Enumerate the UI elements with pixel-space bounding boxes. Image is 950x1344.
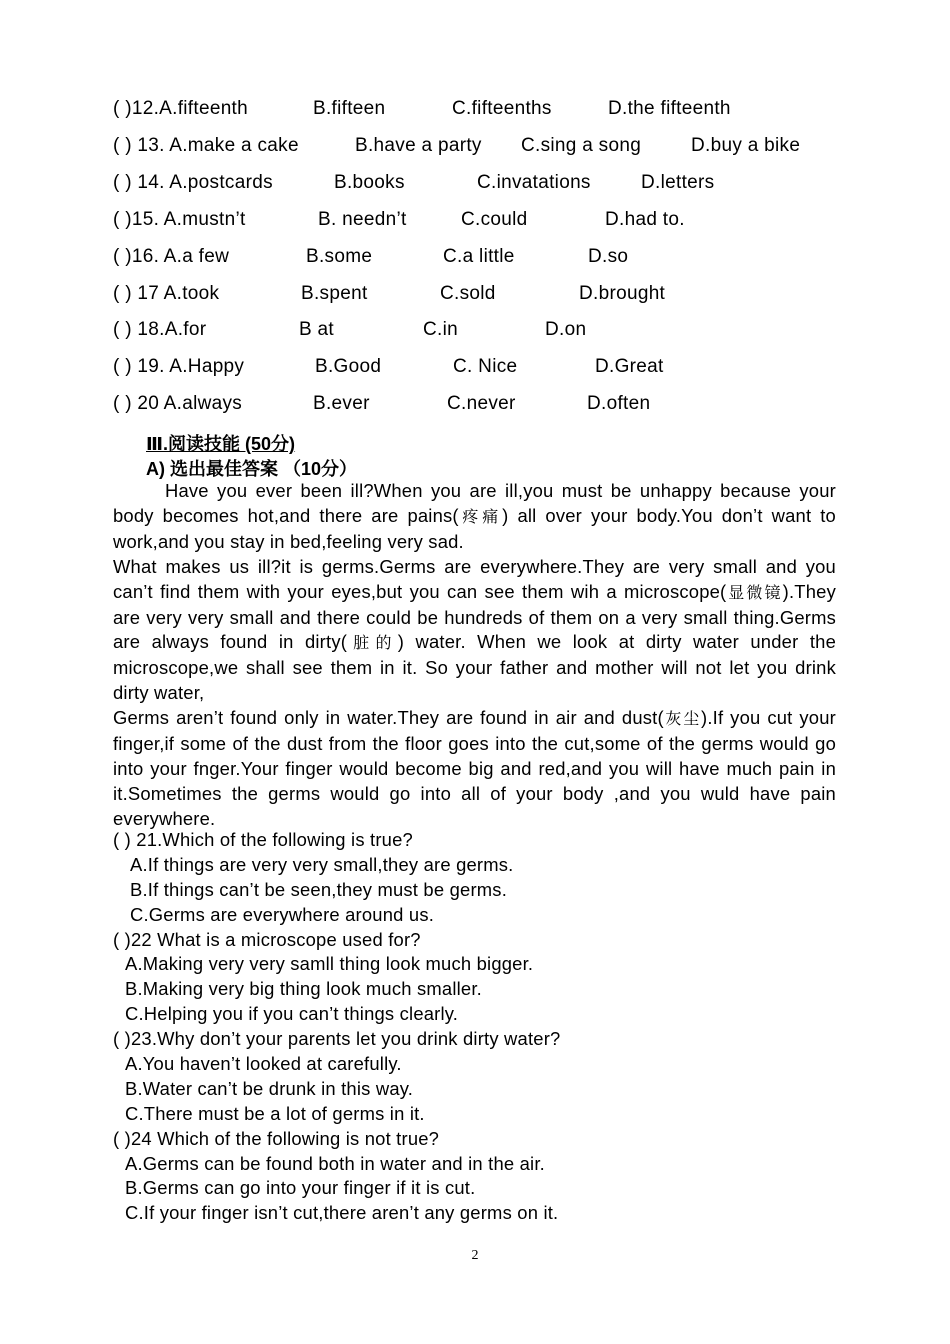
question-option: C.There must be a lot of germs in it. xyxy=(125,1102,425,1124)
choice-question: ( )16. A.a few xyxy=(113,246,230,267)
question-option: B.Making very big thing look much smaller. xyxy=(125,978,482,1000)
choice-option-b: B.some xyxy=(306,246,373,267)
choice-option-b: B.Good xyxy=(315,356,382,377)
passage-text: ) all over your body.You don’t want to work,and you stay in bed,feeling very sad. xyxy=(113,504,836,552)
question-option: A.Germs can be found both in water and in the air. xyxy=(125,1152,545,1174)
choice-option-c: C.sing a song xyxy=(521,135,642,156)
choice-option-d: D.the fifteenth xyxy=(608,98,731,119)
question-option: B.Germs can go into your finger if it is cut. xyxy=(125,1177,476,1199)
choice-question: ( ) 20 A.always xyxy=(113,393,243,414)
question-list xyxy=(113,828,560,1226)
choice-option-c: C.invatations xyxy=(477,172,591,193)
choice-option-d: D.had to. xyxy=(605,209,685,230)
choice-option-d: D.buy a bike xyxy=(691,135,801,156)
passage-paragraph-2 xyxy=(113,555,836,706)
choice-option-d: D.so xyxy=(588,246,629,267)
section-heading: Ⅲ.阅读技能 (50分) xyxy=(146,434,296,454)
question-option: A.You haven’t looked at carefully. xyxy=(125,1053,402,1075)
question-option: C.If your finger isn’t cut,there aren’t any germs on it. xyxy=(125,1202,559,1224)
choice-question: ( ) 17 A.took xyxy=(113,283,220,304)
passage-gloss: 脏的 xyxy=(347,633,398,653)
choice-question: ( ) 14. A.postcards xyxy=(113,172,273,193)
choice-option-b: B. needn’t xyxy=(318,209,407,230)
choice-option-d: D.letters xyxy=(641,172,715,193)
passage-gloss: 显微镜 xyxy=(726,582,783,602)
choice-option-b: B.spent xyxy=(301,283,368,304)
choice-option-b: B.have a party xyxy=(355,135,482,156)
choice-option-b: B.fifteen xyxy=(313,98,386,119)
choice-option-c: C.could xyxy=(461,209,528,230)
choice-question: ( )12.A.fifteenth xyxy=(113,98,249,119)
passage-text: ).If you cut your finger,if some of the dust from the floor goes into the cut,some of the germs would go into your fnger.Your finger would become big and red,and you will have much pain in it.Sometimes the germs would go into all of your body ,and you wuld have pain everywhere. xyxy=(113,707,836,829)
page-number: 2 xyxy=(471,1248,479,1263)
passage-text: What makes us ill?it is germs.Germs are everywhere.They are very small and you can’t find them with your eyes,but you can see them wih a microscope( xyxy=(113,555,836,602)
question-stem-24: ( )24 Which of the following is not true? xyxy=(113,1127,440,1149)
choice-question: ( ) 19. A.Happy xyxy=(113,356,245,377)
passage-text: ).They are very very small and there could be hundreds of them on a very small thing.Germs are always found in dirty( xyxy=(113,580,836,653)
choice-option-b: B.ever xyxy=(313,393,370,414)
passage-paragraph-1 xyxy=(113,479,836,555)
question-option: C.Germs are everywhere around us. xyxy=(130,903,435,925)
question-option: B.Water can’t be drunk in this way. xyxy=(125,1077,414,1099)
choice-question: ( ) 13. A.make a cake xyxy=(113,135,299,156)
choice-option-d: D.on xyxy=(545,319,587,340)
choice-option-b: B at xyxy=(299,319,334,340)
choice-option-c: C.in xyxy=(423,319,458,340)
choice-option-c: C.never xyxy=(447,393,516,414)
passage-gloss: 疼痛 xyxy=(458,506,503,526)
choice-option-c: C.sold xyxy=(440,283,496,304)
question-option: A.If things are very very small,they are germs. xyxy=(130,853,514,875)
choice-option-b: B.books xyxy=(334,172,405,193)
question-stem-21: ( ) 21.Which of the following is true? xyxy=(113,829,413,850)
choice-option-c: C. Nice xyxy=(453,356,518,377)
passage-text: Germs aren’t found only in water.They are found in air and dust( xyxy=(113,707,664,729)
choice-question: ( ) 18.A.for xyxy=(113,319,207,340)
passage-text: ) water. When we look at dirty water under the microscope,we shall see them in it. So your father and mother will not let you drink dirty water, xyxy=(113,631,836,704)
choice-option-d: D.brought xyxy=(579,283,666,304)
passage-text: Have you ever been ill?When you are ill,you must be unhappy because your body becomes hot,and there are pains( xyxy=(113,480,836,526)
choice-option-c: C.a little xyxy=(443,246,515,267)
passage-paragraph-3 xyxy=(113,706,836,832)
question-stem-23: ( )23.Why don’t your parents let you drink dirty water? xyxy=(113,1028,561,1050)
passage-gloss: 灰尘 xyxy=(663,709,702,729)
question-option: A.Making very very samll thing look much bigger. xyxy=(125,953,534,975)
subsection-heading: A) 选出最佳答案 （10分） xyxy=(146,459,358,479)
reading-passage xyxy=(113,479,836,832)
question-option: C.Helping you if you can’t things clearly. xyxy=(125,1003,459,1025)
question-stem-22: ( )22 What is a microscope used for? xyxy=(113,928,421,950)
choice-option-d: D.Great xyxy=(595,356,664,377)
choice-option-d: D.often xyxy=(587,393,651,414)
question-option: B.If things can’t be seen,they must be germs. xyxy=(130,878,508,900)
choice-option-c: C.fifteenths xyxy=(452,98,552,119)
choice-question: ( )15. A.mustn’t xyxy=(113,209,246,230)
